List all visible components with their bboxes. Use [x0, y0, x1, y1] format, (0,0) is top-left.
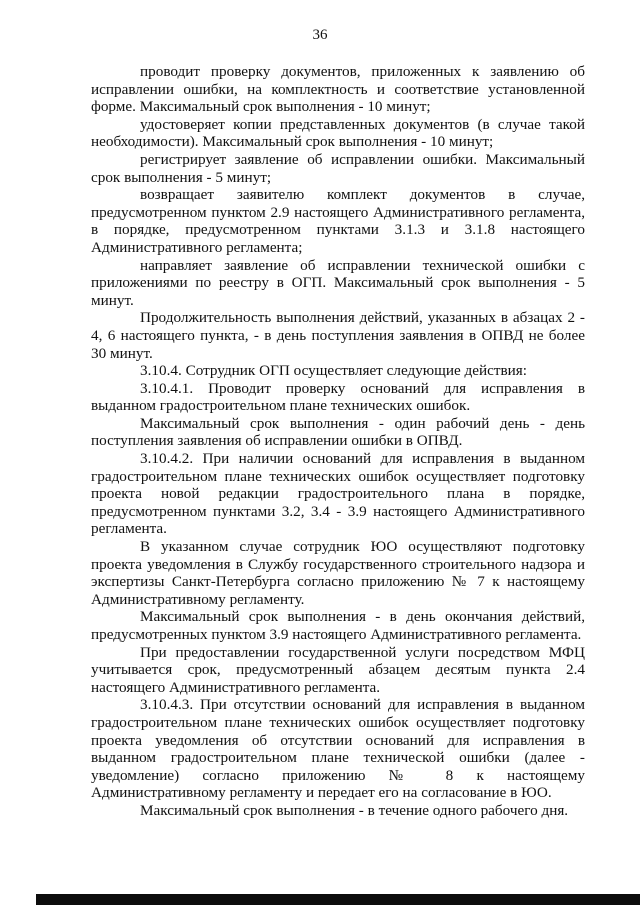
paragraph-8: 3.10.4.1. Проводит проверку оснований для исправления в выданном градостроительном плане технических ошибок.: [91, 379, 585, 415]
paragraph-3: регистрирует заявление об исправлении ошибки. Максимальный срок выполнения - 5 минут;: [91, 150, 585, 186]
paragraph-15: Максимальный срок выполнения - в течение одного рабочего дня.: [140, 801, 569, 819]
paragraph-9: Максимальный срок выполнения - один рабочий день - день поступления заявления об исправлении ошибки в ОПВД.: [91, 414, 585, 450]
paragraph-4: возвращает заявителю комплект документов в случае, предусмотренном пунктом 2.9 настоящего Административного регламента, в порядке, предусмотренном пунктами 3.1.3 и 3.1.8 настоящего Административного регламента;: [91, 186, 585, 256]
document-body: [91, 63, 585, 820]
paragraph-5: направляет заявление об исправлении технической ошибки с приложениями по реестру в ОГП. Максимальный срок выполнения - 5 минут.: [91, 256, 585, 309]
paragraph-13: При предоставлении государственной услуги посредством МФЦ учитывается срок, предусмотренный абзацем десятым пункта 2.4 настоящего Административного регламента.: [91, 643, 585, 696]
page-number: 36: [312, 27, 328, 43]
paragraph-6: Продолжительность выполнения действий, указанных в абзацах 2 - 4, 6 настоящего пункта, - в день поступления заявления в ОПВД не более 30 минут.: [91, 309, 585, 362]
scan-bottom-edge: [0, 894, 640, 905]
paragraph-7: 3.10.4. Сотрудник ОГП осуществляет следующие действия:: [140, 362, 527, 380]
paragraph-12: Максимальный срок выполнения - в день окончания действий, предусмотренных пунктом 3.9 настоящего Административного регламента.: [91, 608, 585, 643]
paragraph-14: 3.10.4.3. При отсутствии оснований для исправления в выданном градостроительном плане технических ошибок осуществляет подготовку проекта уведомления об отсутствии оснований для исправления в выданном градостроительном плане технической ошибки (далее - уведомление) согласно приложению № 8 к настоящему Административному регламенту и передает его на согласование в ЮО.: [91, 696, 585, 802]
scan-bottom-edge-gap: [0, 894, 36, 905]
paragraph-2: удостоверяет копии представленных документов (в случае такой необходимости). Максимальный срок выполнения - 10 минут;: [91, 115, 585, 151]
paragraph-1: проводит проверку документов, приложенных к заявлению об исправлении ошибки, на комплектность и соответствие установленной форме. Максимальный срок выполнения - 10 минут;: [91, 63, 585, 116]
paragraph-10: 3.10.4.2. При наличии оснований для исправления в выданном градостроительном плане технических ошибок осуществляет подготовку проекта новой редакции градостроительного плана в порядке, предусмотренном пунктами 3.2, 3.4 - 3.9 настоящего Административного регламента.: [91, 450, 585, 538]
paragraph-11: В указанном случае сотрудник ЮО осуществляют подготовку проекта уведомления в Службу государственного строительного надзора и экспертизы Санкт-Петербурга согласно приложению № 7 к настоящему Административному регламенту.: [91, 538, 585, 608]
